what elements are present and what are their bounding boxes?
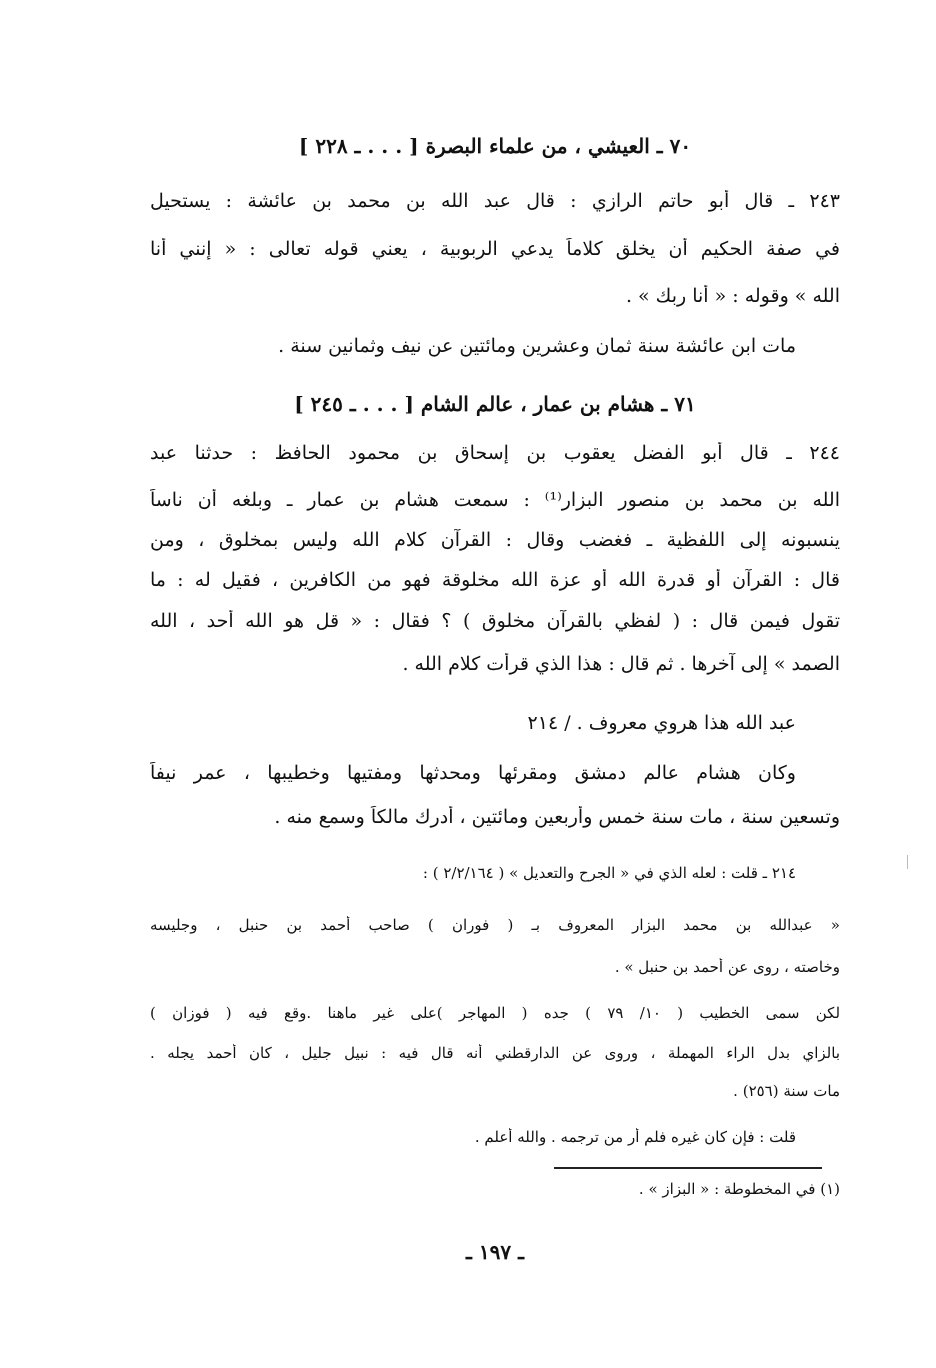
paragraph-244-line-4: قال : القرآن أو قدرة الله أو عزة الله مخلوقة فهو من الكافرين ، فقيل له : ما <box>150 569 840 591</box>
paragraph-243-line-2: في صفة الحكيم أن يخلق كلاماً يدعي الربوبية ، يعني قوله تعالى : « إنني أنا <box>150 238 840 260</box>
paragraph-243-line-1: ٢٤٣ ـ قال أبو حاتم الرازي : قال عبد الله بن محمد بن عائشة : يستحيل <box>150 190 840 212</box>
editor-note-closing: قلت : فإن كان غيره فلم أر من ترجمه . والله أعلم . <box>474 1128 796 1146</box>
editor-note-khatib-line-1: لكن سمى الخطيب ( ١٠/ ٧٩ ) جده ( المهاجر )على غير ماهنا .وقع فيه ( فوزان ) <box>150 1004 840 1022</box>
editor-note-khatib-line-2: بالزاي بدل الراء المهملة ، وروى عن الدارقطني أنه قال فيه : نبيل جليل ، كان أحمد يجله . <box>150 1044 840 1062</box>
note-reference-line: عبد الله هذا هروي معروف . / ٢١٤ <box>527 712 796 734</box>
entry-70-heading: ٧٠ ـ العيشي ، من علماء البصرة [ . . . ـ ٢٢٨ ] <box>298 134 692 158</box>
page-content <box>150 0 840 1368</box>
footnote-1: (١) في المخطوطة : « البزاز » . <box>638 1180 840 1198</box>
paragraph-244-line-1: ٢٤٤ ـ قال أبو الفضل يعقوب بن إسحاق بن محمود الحافظ : حدثنا عبد <box>150 442 840 464</box>
paragraph-244-line-5: تقول فيمن قال : ( لفظي بالقرآن مخلوق ) ؟ فقال : « قل هو الله أحد ، الله <box>150 610 840 632</box>
hisham-bio-line-2: وتسعين سنة ، مات سنة خمس وأربعين ومائتين ، أدرك مالكاً وسمع منه . <box>274 806 840 828</box>
ibn-aisha-death-note: مات ابن عائشة سنة ثمان وعشرين ومائتين عن نيف وثمانين سنة . <box>278 335 796 357</box>
editor-note-khatib-line-3: مات سنة (٢٥٦) . <box>733 1082 840 1100</box>
scan-edge-mark <box>907 855 908 869</box>
editor-note-lead: ٢١٤ ـ قلت : لعله الذي في « الجرح والتعديل » ( ٢/٢/١٦٤ ) : <box>422 864 796 882</box>
paragraph-243-line-3: الله » وقوله : « أنا ربك » . <box>625 285 840 307</box>
paragraph-244-line-6: الصمد » إلى آخرها . ثم قال : هذا الذي قرأت كلام الله . <box>402 653 840 675</box>
editor-note-quote-line-1: « عبدالله بن محمد البزار المعروف بـ ( فوران ) صاحب أحمد بن حنبل ، وجليسه <box>150 916 840 934</box>
page-number: ـ ١٩٧ ـ <box>466 1240 524 1264</box>
editor-note-quote-line-2: وخاصته ، روى عن أحمد بن حنبل » . <box>614 958 840 976</box>
entry-71-heading: ٧١ ـ هشام بن عمار ، عالم الشام [ . . . ـ ٢٤٥ ] <box>294 392 696 416</box>
paragraph-244-line-2: الله بن محمد بن منصور البزار⁽¹⁾ : سمعت هشام بن عمار ـ وبلغه أن ناساً <box>150 489 840 511</box>
hisham-bio-line-1: وكان هشام عالم دمشق ومقرئها ومحدثها ومفتيها وخطيبها ، عمر نيفاً <box>150 762 796 784</box>
paragraph-244-line-3: ينسبونه إلى اللفظية ـ فغضب وقال : القرآن كلام الله وليس بمخلوق ، ومن <box>150 529 840 551</box>
footnote-separator <box>554 1167 822 1169</box>
